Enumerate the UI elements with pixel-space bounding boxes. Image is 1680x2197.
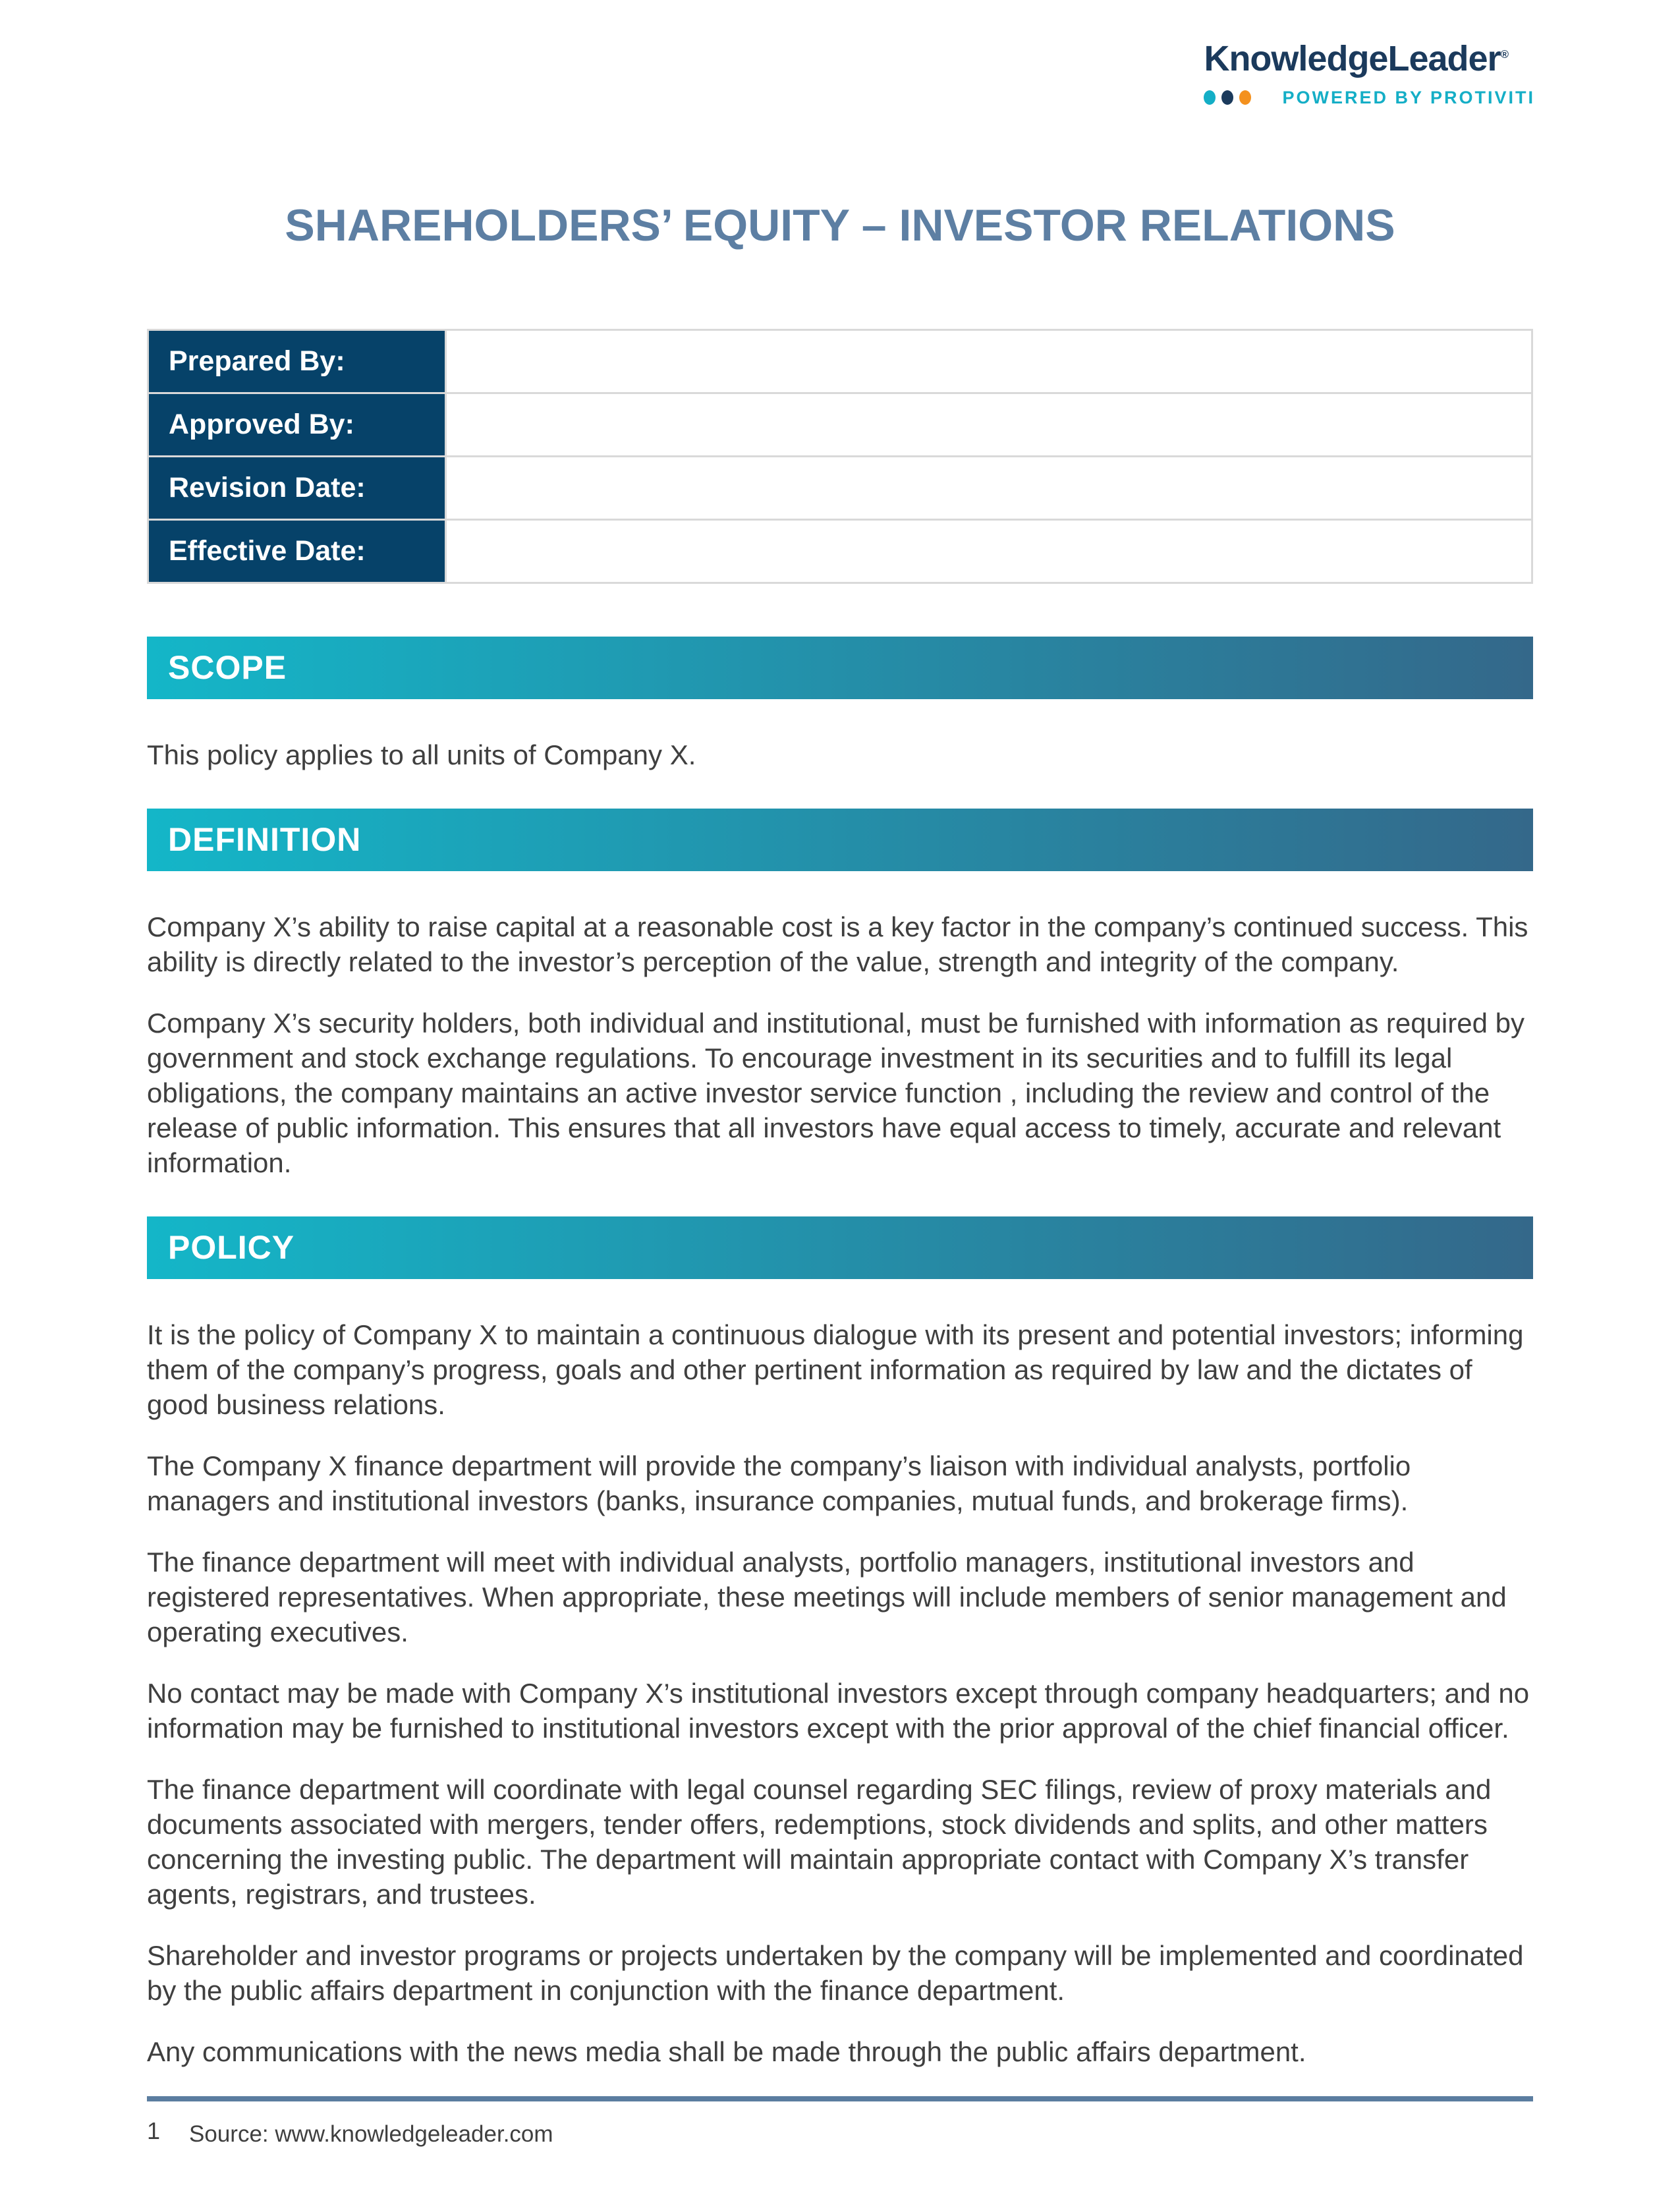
effective-date-value <box>446 520 1532 583</box>
logo-dot-teal-icon <box>1204 90 1216 105</box>
page-number: 1 <box>147 2117 161 2144</box>
definition-paragraph-1: Company X’s ability to raise capital at a reasonable cost is a key factor in the company’s continued success. This ability is directly related to the investor’s perception of the value, strength and integrity of the company. <box>147 911 1528 977</box>
effective-date-label: Effective Date: <box>148 520 446 583</box>
logo-tagline-row <box>1204 87 1535 107</box>
logo-dot-orange-icon <box>1239 90 1251 105</box>
policy-paragraph-3: The finance department will meet with individual analysts, portfolio managers, institutional investors and registered representatives. When appropriate, these meetings will include members of senior management and operating executives. <box>147 1547 1507 1647</box>
table-row <box>148 520 1532 583</box>
page-footer <box>147 2096 1533 2148</box>
knowledgeleader-logo <box>1204 34 1535 105</box>
section-heading-policy: POLICY <box>147 1216 1533 1279</box>
policy-paragraph-6: Shareholder and investor programs or projects undertaken by the company will be implemented and coordinated by the public affairs department in conjunction with the finance department. <box>147 1940 1524 2006</box>
approved-by-label: Approved By: <box>148 393 446 457</box>
revision-date-label: Revision Date: <box>148 457 446 520</box>
footer-text-row <box>147 2117 1533 2148</box>
approval-table <box>147 329 1533 584</box>
logo-dot-navy-icon <box>1221 90 1233 105</box>
policy-paragraph-2: The Company X finance department will provide the company’s liaison with individual analysts, portfolio managers and institutional investors (banks, insurance companies, mutual funds, and brokerage firms). <box>147 1450 1411 1516</box>
section-heading-definition: DEFINITION <box>147 809 1533 871</box>
approved-by-value <box>446 393 1532 457</box>
section-heading-scope: SCOPE <box>147 637 1533 699</box>
registered-trademark-icon: ® <box>1500 48 1509 61</box>
logo <box>0 0 1680 108</box>
policy-paragraph-7: Any communications with the news media shall be made through the public affairs department. <box>147 2036 1306 2067</box>
page-title: SHAREHOLDERS’ EQUITY – INVESTOR RELATIONS <box>285 200 1395 250</box>
scope-paragraph: This policy applies to all units of Company X. <box>147 739 696 770</box>
prepared-by-value <box>446 330 1532 393</box>
table-row <box>148 457 1532 520</box>
logo-tagline: POWERED BY PROTIVITI <box>1282 87 1535 107</box>
document-content <box>147 329 1533 2069</box>
table-row <box>148 330 1532 393</box>
logo-wordmark <box>1204 34 1535 79</box>
prepared-by-label: Prepared By: <box>148 330 446 393</box>
source-text: Source: www.knowledgeleader.com <box>189 2121 553 2147</box>
policy-paragraph-5: The finance department will coordinate with legal counsel regarding SEC filings, review of proxy materials and documents associated with mergers, tender offers, redemptions, stock dividends and splits, and other matters concerning the investing public. The department will maintain appropriate contact with Company X’s transfer agents, registrars, and trustees. <box>147 1774 1492 1910</box>
footer-divider <box>147 2096 1533 2101</box>
logo-brand-text: KnowledgeLeader <box>1204 39 1501 78</box>
policy-paragraph-4: No contact may be made with Company X’s institutional investors except through company headquarters; and no information may be furnished to institutional investors except with the prior approval of the chief financial officer. <box>147 1678 1530 1744</box>
table-row <box>148 393 1532 457</box>
definition-paragraph-2: Company X’s security holders, both individual and institutional, must be furnished with information as required by government and stock exchange regulations. To encourage investment in its securities and to fulfill its legal obligations, the company maintains an active investor service function , including the review and control of the release of public information. This ensures that all investors have equal access to timely, accurate and relevant information. <box>147 1008 1525 1178</box>
policy-paragraph-1: It is the policy of Company X to maintain a continuous dialogue with its present and potential investors; informing them of the company’s progress, goals and other pertinent information as required by law and the dictates of good business relations. <box>147 1319 1524 1420</box>
revision-date-value <box>446 457 1532 520</box>
